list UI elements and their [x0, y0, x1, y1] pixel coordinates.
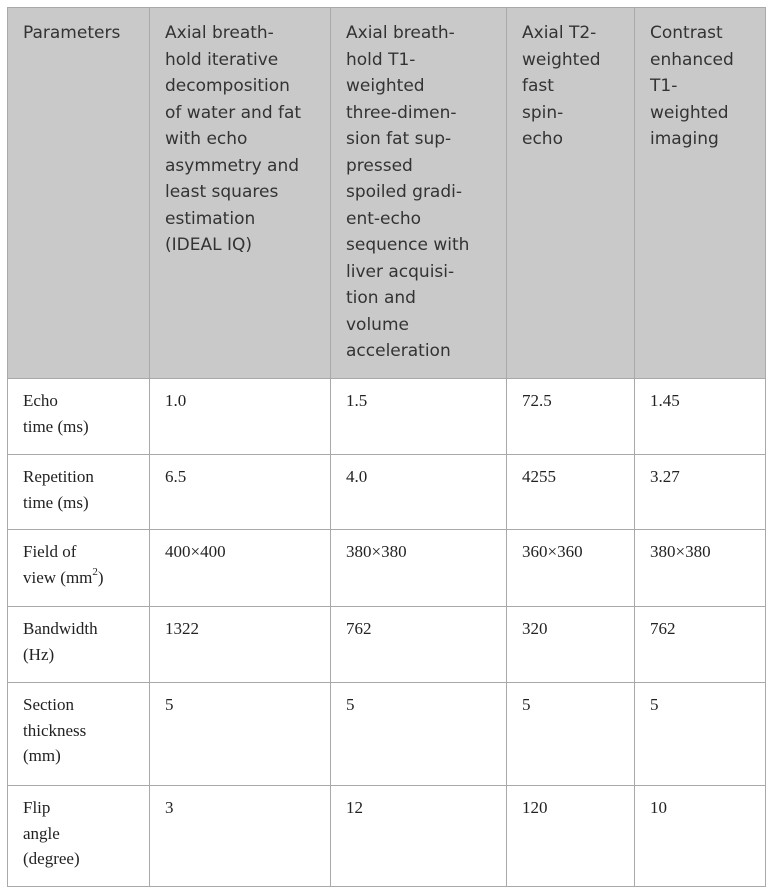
parameters-table	[7, 7, 766, 887]
value-cell: 72.5	[507, 379, 635, 455]
value-cell: 5	[507, 683, 635, 786]
value-cell: 1.0	[150, 379, 331, 455]
value-cell: 3.27	[635, 455, 766, 530]
value-cell: 5	[150, 683, 331, 786]
value-cell: 762	[635, 607, 766, 683]
value-cell: 6.5	[150, 455, 331, 530]
param-cell: Repetition time (ms)	[8, 455, 150, 530]
header-cell-contrast-t1: Contrast enhanced T1- weighted imaging	[635, 8, 766, 379]
value-cell: 4.0	[331, 455, 507, 530]
param-cell: Field of view $(mm^2)$	[8, 530, 150, 607]
header-cell-t2-fse: Axial T2- weighted fast spin- echo	[507, 8, 635, 379]
header-cell-t1-3d-fat-suppressed: Axial breath- hold T1- weighted three-dimen- sion fat sup- pressed spoiled gradi- ent-echo sequence with liver acquisi- tion and volume acceleration	[331, 8, 507, 379]
value-cell: 1322	[150, 607, 331, 683]
table-row	[8, 683, 766, 786]
value-cell: 762	[331, 607, 507, 683]
value-cell: 3	[150, 786, 331, 887]
value-cell: 320	[507, 607, 635, 683]
value-cell: 12	[331, 786, 507, 887]
param-cell: Echo time (ms)	[8, 379, 150, 455]
param-cell: Bandwidth (Hz)	[8, 607, 150, 683]
value-cell: 1.45	[635, 379, 766, 455]
value-cell: 380×380	[635, 530, 766, 607]
value-cell: 380×380	[331, 530, 507, 607]
value-cell: 1.5	[331, 379, 507, 455]
table-row	[8, 379, 766, 455]
table-row	[8, 607, 766, 683]
value-cell: 5	[331, 683, 507, 786]
header-cell-parameters: Parameters	[8, 8, 150, 379]
table-row	[8, 786, 766, 887]
value-cell: 4255	[507, 455, 635, 530]
value-cell: 120	[507, 786, 635, 887]
header-cell-ideal-iq: Axial breath- hold iterative decomposition of water and fat with echo asymmetry and least squares estimation (IDEAL IQ)	[150, 8, 331, 379]
value-cell: 10	[635, 786, 766, 887]
table-row	[8, 455, 766, 530]
value-cell: 5	[635, 683, 766, 786]
param-cell: Flip angle (degree)	[8, 786, 150, 887]
header-row	[8, 8, 766, 379]
value-cell: 400×400	[150, 530, 331, 607]
value-cell: 360×360	[507, 530, 635, 607]
param-cell: Section thickness (mm)	[8, 683, 150, 786]
table-row	[8, 530, 766, 607]
